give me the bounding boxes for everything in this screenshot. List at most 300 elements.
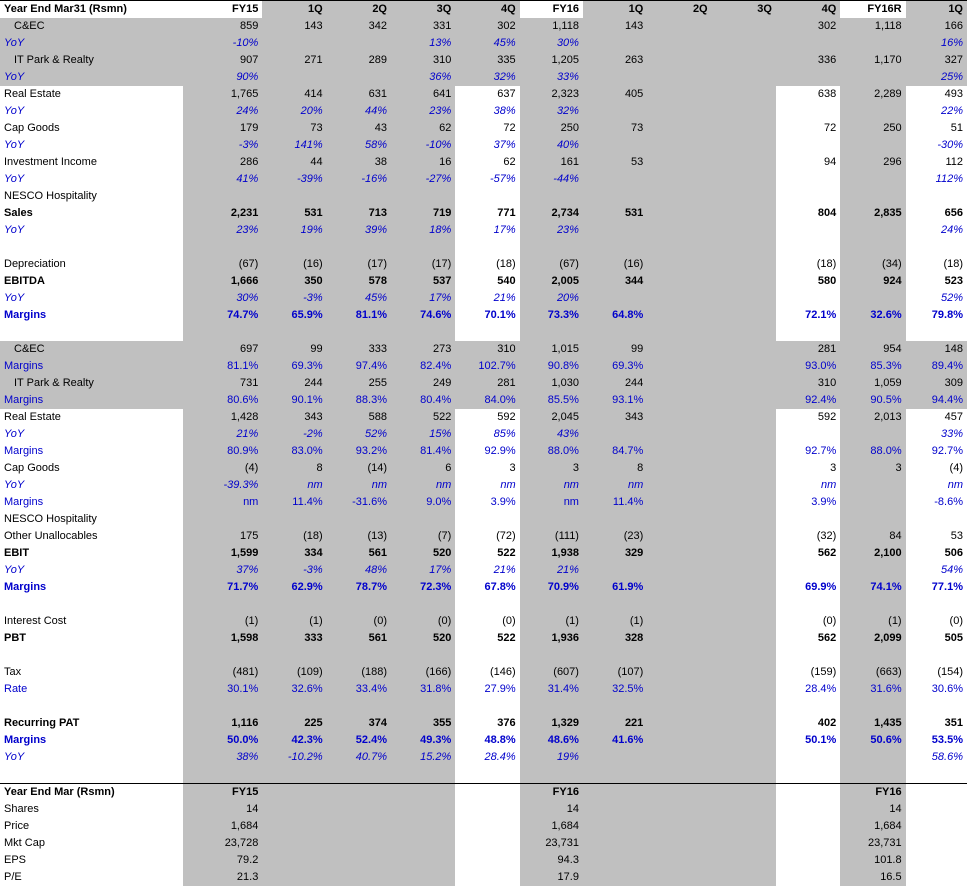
table-cell: 414: [262, 86, 326, 103]
table-cell: 225: [262, 715, 326, 732]
table-cell: 70.9%: [520, 579, 583, 596]
table-cell: [583, 239, 647, 256]
table-cell: [262, 596, 326, 613]
table-cell: -39%: [262, 171, 326, 188]
table-cell: [183, 766, 262, 784]
table-cell: 250: [840, 120, 905, 137]
table-cell: 33%: [520, 69, 583, 86]
table-cell: [840, 562, 905, 579]
table-cell: 112%: [935, 173, 963, 185]
table-cell: 342: [327, 18, 391, 35]
table-cell: [840, 647, 905, 664]
table-cell: 23,731: [520, 835, 583, 852]
table-cell: 13%: [391, 35, 455, 52]
table-cell: [647, 35, 711, 52]
table-cell: 1,059: [840, 375, 905, 392]
table-row: [0, 18, 967, 35]
row-label: YoY: [4, 224, 25, 236]
table-cell: [327, 766, 391, 784]
table-cell: 2,045: [520, 409, 583, 426]
table-cell: (16): [262, 256, 326, 273]
table-cell: [712, 698, 776, 715]
table-cell: [712, 171, 776, 188]
table-cell: 65.9%: [262, 307, 326, 324]
table-cell: 221: [583, 715, 647, 732]
table-cell: 3.9%: [811, 496, 837, 508]
table-row: [0, 562, 967, 579]
header-cell: 2Q: [647, 1, 711, 19]
table-cell: 20%: [520, 290, 583, 307]
table-cell: [583, 426, 647, 443]
table-cell: [583, 35, 647, 52]
row-label: Margins: [4, 496, 44, 508]
table-cell: [712, 596, 776, 613]
table-cell: 588: [327, 409, 391, 426]
table-row: [0, 426, 967, 443]
table-cell: 37%: [493, 139, 516, 151]
table-cell: 143: [583, 18, 647, 35]
table-cell: 67.8%: [484, 581, 516, 593]
table-cell: [262, 698, 326, 715]
table-cell: [391, 852, 455, 869]
table-cell: 31.4%: [520, 681, 583, 698]
table-cell: [712, 613, 776, 630]
table-cell: [712, 664, 776, 681]
table-cell: 907: [183, 52, 262, 69]
table-cell: [906, 188, 967, 205]
table-cell: [712, 801, 776, 818]
table-cell: [262, 324, 326, 341]
row-label: YoY: [4, 428, 25, 440]
table-cell: 72: [824, 122, 837, 134]
table-cell: FY16: [840, 784, 905, 802]
table-cell: 21%: [493, 564, 516, 576]
table-cell: [391, 511, 455, 528]
table-cell: [712, 256, 776, 273]
table-cell: [647, 732, 711, 749]
table-cell: 8: [262, 460, 326, 477]
table-cell: 2,099: [840, 630, 905, 647]
table-cell: [455, 647, 519, 664]
table-cell: 302: [776, 18, 840, 35]
table-cell: 2,835: [840, 205, 905, 222]
row-label: Real Estate: [4, 88, 61, 100]
table-cell: (67): [183, 256, 262, 273]
table-cell: [455, 324, 519, 341]
row-label: C&EC: [0, 18, 183, 35]
table-cell: 14: [520, 801, 583, 818]
table-cell: (107): [583, 664, 647, 681]
table-cell: [840, 35, 905, 52]
table-cell: [583, 647, 647, 664]
table-cell: [712, 392, 776, 409]
table-cell: [840, 222, 905, 239]
table-cell: [840, 324, 905, 341]
table-cell: 719: [391, 205, 455, 222]
table-cell: [647, 222, 711, 239]
table-cell: 58.6%: [931, 751, 963, 763]
table-cell: 18%: [391, 222, 455, 239]
table-row: [0, 613, 967, 630]
table-cell: (0): [327, 613, 391, 630]
row-label: [0, 596, 183, 613]
table-cell: [262, 766, 326, 784]
table-cell: [906, 596, 967, 613]
table-cell: 50.0%: [183, 732, 262, 749]
header-row: [0, 1, 967, 19]
table-cell: 48.8%: [484, 734, 516, 746]
row-label: YoY: [4, 105, 25, 117]
table-cell: 64.8%: [583, 307, 647, 324]
table-cell: [391, 239, 455, 256]
table-row: [0, 154, 967, 171]
table-cell: [327, 698, 391, 715]
table-cell: 72.3%: [391, 579, 455, 596]
table-cell: (67): [520, 256, 583, 273]
table-cell: 522: [497, 547, 516, 559]
table-cell: (17): [391, 256, 455, 273]
table-row: [0, 35, 967, 52]
row-label: Cap Goods: [4, 122, 60, 134]
table-cell: 37%: [183, 562, 262, 579]
table-cell: [391, 698, 455, 715]
table-cell: 84: [840, 528, 905, 545]
table-cell: (18): [496, 258, 516, 270]
table-cell: 28.4%: [805, 683, 837, 695]
table-cell: 61.9%: [583, 579, 647, 596]
table-cell: [262, 869, 326, 886]
table-cell: 263: [583, 52, 647, 69]
table-cell: [647, 18, 711, 35]
table-cell: 27.9%: [484, 683, 516, 695]
table-cell: [712, 205, 776, 222]
table-cell: 376: [497, 717, 516, 729]
table-cell: 51: [950, 122, 963, 134]
table-cell: 334: [262, 545, 326, 562]
table-cell: [906, 324, 967, 341]
table-cell: [712, 290, 776, 307]
table-cell: [647, 188, 711, 205]
table-cell: [455, 766, 519, 784]
table-cell: [455, 869, 519, 886]
table-cell: [906, 835, 967, 852]
table-cell: 713: [327, 205, 391, 222]
table-cell: 32.6%: [262, 681, 326, 698]
row-label: Mkt Cap: [4, 837, 45, 849]
table-cell: 302: [455, 18, 519, 35]
table-row: [0, 664, 967, 681]
table-cell: (0): [391, 613, 455, 630]
table-cell: 94.4%: [906, 392, 967, 409]
table-row: [0, 528, 967, 545]
table-cell: [647, 392, 711, 409]
table-cell: [776, 784, 840, 802]
table-cell: [455, 801, 519, 818]
row-label: P/E: [4, 871, 22, 883]
table-cell: nm: [821, 479, 837, 491]
table-row: [0, 188, 967, 205]
table-cell: [840, 188, 905, 205]
table-cell: 804: [817, 207, 837, 219]
table-cell: 48.6%: [520, 732, 583, 749]
table-cell: [183, 511, 262, 528]
row-label: Sales: [4, 207, 33, 219]
row-label: NESCO Hospitality: [4, 190, 97, 202]
table-cell: 62: [391, 120, 455, 137]
table-cell: (18): [262, 528, 326, 545]
table-cell: (146): [489, 666, 516, 678]
table-cell: [183, 596, 262, 613]
table-row: [0, 137, 967, 154]
table-cell: [647, 784, 711, 802]
table-cell: -3%: [183, 137, 262, 154]
row-label: Interest Cost: [4, 615, 67, 627]
table-cell: 32.6%: [840, 307, 905, 324]
table-cell: 25%: [906, 69, 967, 86]
row-label: EBITDA: [4, 275, 45, 287]
row-label: YoY: [0, 69, 183, 86]
table-cell: (0): [949, 615, 963, 627]
table-cell: [647, 154, 711, 171]
table-cell: 62.9%: [262, 579, 326, 596]
table-cell: 179: [183, 120, 262, 137]
row-label: C&EC: [0, 341, 183, 358]
table-cell: 82.4%: [391, 358, 455, 375]
table-cell: [712, 375, 776, 392]
table-cell: [712, 477, 776, 494]
table-cell: [712, 545, 776, 562]
table-cell: 24%: [183, 103, 262, 120]
table-cell: 3: [830, 462, 837, 474]
table-cell: 80.9%: [183, 443, 262, 460]
table-cell: [647, 852, 711, 869]
table-cell: [712, 154, 776, 171]
table-cell: 506: [944, 547, 963, 559]
table-cell: 1,598: [183, 630, 262, 647]
table-cell: 3.9%: [490, 496, 516, 508]
table-row: [0, 205, 967, 222]
table-row: [0, 171, 967, 188]
row-label: EPS: [4, 854, 27, 866]
table-cell: 161: [520, 154, 583, 171]
table-row: [0, 409, 967, 426]
table-cell: [776, 818, 840, 835]
table-cell: [906, 239, 967, 256]
table-cell: 310: [455, 341, 519, 358]
table-cell: 14: [840, 801, 905, 818]
table-cell: [776, 103, 840, 120]
table-cell: (16): [583, 256, 647, 273]
table-cell: 23,731: [840, 835, 905, 852]
table-cell: [647, 664, 711, 681]
table-cell: 244: [583, 375, 647, 392]
table-cell: 520: [391, 545, 455, 562]
table-cell: 1,666: [183, 273, 262, 290]
table-cell: 336: [776, 52, 840, 69]
table-cell: [712, 358, 776, 375]
header-cell: 3Q: [712, 1, 776, 19]
table-cell: [647, 460, 711, 477]
table-cell: [520, 596, 583, 613]
table-cell: 74.1%: [840, 579, 905, 596]
table-cell: [391, 835, 455, 852]
table-cell: [776, 188, 840, 205]
table-row: [0, 443, 967, 460]
table-cell: [776, 239, 840, 256]
table-cell: nm: [947, 479, 963, 491]
table-cell: 924: [840, 273, 905, 290]
table-cell: 17%: [493, 224, 516, 236]
table-cell: [583, 69, 647, 86]
table-cell: [712, 749, 776, 766]
table-cell: [583, 103, 647, 120]
table-cell: 562: [817, 547, 837, 559]
table-cell: [647, 494, 711, 511]
table-cell: 84.7%: [583, 443, 647, 460]
table-cell: [712, 852, 776, 869]
table-cell: [583, 222, 647, 239]
table-cell: [647, 681, 711, 698]
table-cell: [647, 426, 711, 443]
table-cell: 85.5%: [520, 392, 583, 409]
table-cell: 94: [824, 156, 837, 168]
row-label: Margins: [4, 734, 47, 746]
table-cell: [712, 239, 776, 256]
table-cell: [327, 35, 391, 52]
table-cell: 1,435: [840, 715, 905, 732]
table-cell: (72): [496, 530, 516, 542]
table-cell: [776, 749, 840, 766]
table-cell: 72.1%: [805, 309, 837, 321]
table-cell: 93.2%: [327, 443, 391, 460]
table-cell: 81.4%: [391, 443, 455, 460]
row-label: Investment Income: [4, 156, 97, 168]
table-cell: 42.3%: [262, 732, 326, 749]
table-cell: 562: [817, 632, 837, 644]
table-row: [0, 103, 967, 120]
table-cell: 578: [327, 273, 391, 290]
table-cell: 11.4%: [262, 494, 326, 511]
table-cell: 638: [817, 88, 837, 100]
table-cell: [712, 835, 776, 852]
table-cell: 94.3: [520, 852, 583, 869]
table-cell: [712, 511, 776, 528]
table-row: [0, 52, 967, 69]
table-cell: -10%: [391, 137, 455, 154]
table-cell: [583, 324, 647, 341]
table-cell: nm: [583, 477, 647, 494]
table-cell: 2,005: [520, 273, 583, 290]
table-cell: 73: [262, 120, 326, 137]
table-cell: 697: [183, 341, 262, 358]
table-row: [0, 358, 967, 375]
table-cell: 457: [944, 411, 963, 423]
table-cell: 273: [391, 341, 455, 358]
table-cell: 38%: [183, 749, 262, 766]
row-label: Margins: [4, 581, 47, 593]
table-cell: 1,015: [520, 341, 583, 358]
row-label: Margins: [4, 309, 47, 321]
table-cell: 522: [391, 409, 455, 426]
table-cell: [327, 818, 391, 835]
table-cell: [712, 460, 776, 477]
table-cell: [906, 784, 967, 802]
table-cell: nm: [183, 494, 262, 511]
table-row: [0, 222, 967, 239]
table-cell: nm: [262, 477, 326, 494]
table-cell: 41%: [183, 171, 262, 188]
table-cell: [583, 852, 647, 869]
row-label: [0, 647, 183, 664]
table-cell: [840, 698, 905, 715]
table-cell: 271: [262, 52, 326, 69]
table-cell: 21%: [493, 292, 516, 304]
table-row: [0, 239, 967, 256]
table-cell: [712, 18, 776, 35]
table-cell: 77.1%: [931, 581, 963, 593]
table-cell: [583, 188, 647, 205]
table-cell: 33%: [940, 428, 963, 440]
table-cell: 101.8: [840, 852, 905, 869]
table-cell: 49.3%: [391, 732, 455, 749]
table-cell: 54%: [940, 564, 963, 576]
table-cell: [583, 698, 647, 715]
table-cell: 31.8%: [391, 681, 455, 698]
table-cell: [327, 869, 391, 886]
table-cell: (14): [327, 460, 391, 477]
table-cell: 296: [840, 154, 905, 171]
table-cell: [776, 69, 840, 86]
table-cell: [712, 222, 776, 239]
table-cell: [455, 188, 519, 205]
table-cell: (0): [822, 615, 837, 627]
table-cell: [712, 732, 776, 749]
table-cell: [776, 511, 840, 528]
header-cell: 4Q: [776, 1, 840, 19]
table-cell: 84.0%: [455, 392, 519, 409]
row-label: YoY: [4, 479, 25, 491]
table-cell: 88.0%: [520, 443, 583, 460]
table-cell: [776, 852, 840, 869]
row-label: YoY: [4, 139, 25, 151]
table-cell: 355: [391, 715, 455, 732]
table-cell: [647, 835, 711, 852]
table-cell: 402: [817, 717, 837, 729]
table-cell: (23): [583, 528, 647, 545]
table-cell: [712, 681, 776, 698]
row-label: EBIT: [4, 547, 30, 559]
table-row: [0, 120, 967, 137]
table-cell: [712, 784, 776, 802]
table-cell: 20%: [262, 103, 326, 120]
table-cell: 637: [497, 88, 516, 100]
table-cell: 1,329: [520, 715, 583, 732]
table-cell: (109): [262, 664, 326, 681]
table-cell: 14: [183, 801, 262, 818]
row-label: Depreciation: [4, 258, 66, 270]
table-cell: (7): [391, 528, 455, 545]
table-cell: 641: [391, 86, 455, 103]
table-cell: 43%: [520, 426, 583, 443]
table-cell: 6: [391, 460, 455, 477]
table-cell: 58%: [327, 137, 391, 154]
table-cell: 954: [840, 341, 905, 358]
table-cell: [776, 869, 840, 886]
table-cell: 289: [327, 52, 391, 69]
table-cell: nm: [520, 477, 583, 494]
table-cell: [583, 171, 647, 188]
table-cell: 16.5: [840, 869, 905, 886]
